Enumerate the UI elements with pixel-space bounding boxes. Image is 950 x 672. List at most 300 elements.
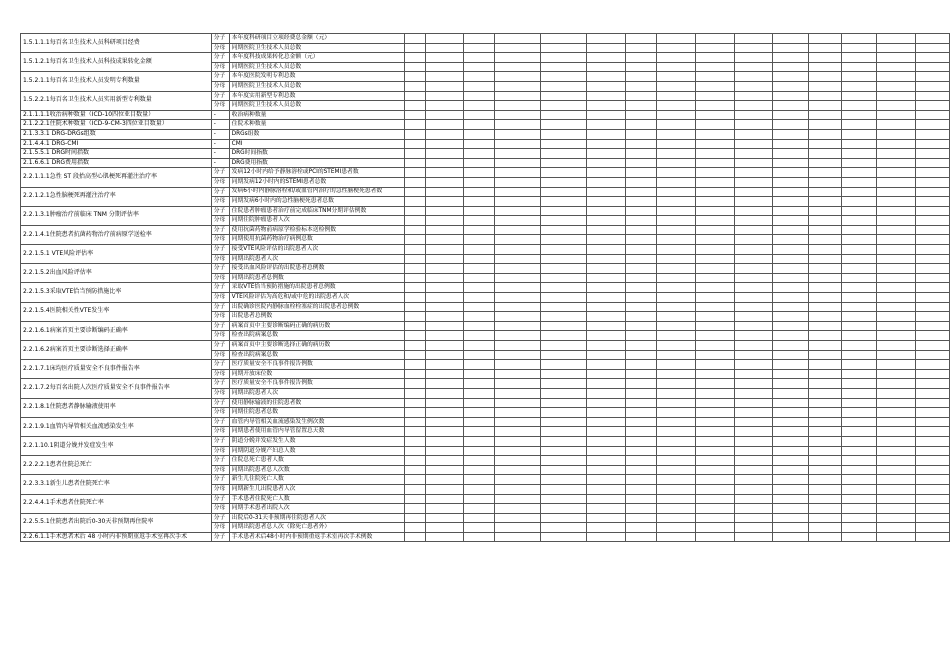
value-cell[interactable] [463,72,494,82]
value-cell[interactable] [915,62,949,72]
value-cell[interactable] [540,168,587,178]
value-cell[interactable] [876,283,915,293]
value-cell[interactable] [842,475,876,485]
value-cell[interactable] [842,494,876,504]
value-cell[interactable] [915,72,949,82]
value-cell[interactable] [695,302,734,312]
value-cell[interactable] [656,513,695,523]
value-cell[interactable] [587,187,625,197]
value-cell[interactable] [656,494,695,504]
value-cell[interactable] [842,398,876,408]
value-cell[interactable] [540,465,587,475]
value-cell[interactable] [425,465,463,475]
value-cell[interactable] [876,532,915,542]
value-cell[interactable] [587,436,625,446]
value-cell[interactable] [425,331,463,341]
value-cell[interactable] [425,197,463,207]
value-cell[interactable] [495,273,541,283]
value-cell[interactable] [842,523,876,533]
value-cell[interactable] [495,465,541,475]
value-cell[interactable] [695,120,734,130]
value-cell[interactable] [809,245,842,255]
value-cell[interactable] [625,331,656,341]
value-cell[interactable] [425,158,463,168]
value-cell[interactable] [656,321,695,331]
value-cell[interactable] [772,149,808,159]
value-cell[interactable] [809,206,842,216]
value-cell[interactable] [625,513,656,523]
value-cell[interactable] [915,379,949,389]
value-cell[interactable] [463,446,494,456]
value-cell[interactable] [425,34,463,44]
value-cell[interactable] [876,254,915,264]
value-cell[interactable] [425,245,463,255]
value-cell[interactable] [625,120,656,130]
value-cell[interactable] [425,321,463,331]
value-cell[interactable] [495,369,541,379]
value-cell[interactable] [876,197,915,207]
value-cell[interactable] [425,350,463,360]
value-cell[interactable] [915,436,949,446]
value-cell[interactable] [656,436,695,446]
value-cell[interactable] [772,504,808,514]
value-cell[interactable] [809,504,842,514]
value-cell[interactable] [495,81,541,91]
value-cell[interactable] [425,504,463,514]
value-cell[interactable] [404,293,425,303]
value-cell[interactable] [809,254,842,264]
value-cell[interactable] [404,417,425,427]
value-cell[interactable] [495,101,541,111]
value-cell[interactable] [625,341,656,351]
value-cell[interactable] [425,91,463,101]
value-cell[interactable] [842,312,876,322]
value-cell[interactable] [772,120,808,130]
value-cell[interactable] [915,101,949,111]
value-cell[interactable] [425,235,463,245]
value-cell[interactable] [495,91,541,101]
value-cell[interactable] [734,369,772,379]
value-cell[interactable] [772,513,808,523]
value-cell[interactable] [540,408,587,418]
value-cell[interactable] [404,245,425,255]
value-cell[interactable] [772,456,808,466]
value-cell[interactable] [772,465,808,475]
value-cell[interactable] [695,273,734,283]
value-cell[interactable] [463,81,494,91]
value-cell[interactable] [876,293,915,303]
value-cell[interactable] [656,465,695,475]
value-cell[interactable] [734,34,772,44]
value-cell[interactable] [656,475,695,485]
value-cell[interactable] [809,235,842,245]
value-cell[interactable] [772,158,808,168]
value-cell[interactable] [495,43,541,53]
value-cell[interactable] [772,494,808,504]
value-cell[interactable] [463,254,494,264]
value-cell[interactable] [625,264,656,274]
value-cell[interactable] [809,149,842,159]
value-cell[interactable] [495,110,541,120]
value-cell[interactable] [695,101,734,111]
value-cell[interactable] [695,484,734,494]
value-cell[interactable] [404,206,425,216]
value-cell[interactable] [656,206,695,216]
value-cell[interactable] [842,302,876,312]
value-cell[interactable] [656,91,695,101]
value-cell[interactable] [772,53,808,63]
value-cell[interactable] [695,91,734,101]
value-cell[interactable] [625,235,656,245]
value-cell[interactable] [495,302,541,312]
value-cell[interactable] [876,436,915,446]
value-cell[interactable] [463,360,494,370]
value-cell[interactable] [656,110,695,120]
value-cell[interactable] [809,197,842,207]
value-cell[interactable] [587,158,625,168]
value-cell[interactable] [463,101,494,111]
value-cell[interactable] [734,408,772,418]
value-cell[interactable] [425,53,463,63]
value-cell[interactable] [876,62,915,72]
value-cell[interactable] [656,168,695,178]
value-cell[interactable] [404,101,425,111]
value-cell[interactable] [625,475,656,485]
value-cell[interactable] [495,187,541,197]
value-cell[interactable] [734,72,772,82]
value-cell[interactable] [695,235,734,245]
value-cell[interactable] [425,446,463,456]
value-cell[interactable] [540,475,587,485]
value-cell[interactable] [463,417,494,427]
value-cell[interactable] [772,388,808,398]
value-cell[interactable] [463,465,494,475]
value-cell[interactable] [404,331,425,341]
value-cell[interactable] [809,513,842,523]
value-cell[interactable] [809,456,842,466]
value-cell[interactable] [876,369,915,379]
value-cell[interactable] [463,475,494,485]
value-cell[interactable] [540,216,587,226]
value-cell[interactable] [772,427,808,437]
value-cell[interactable] [425,360,463,370]
value-cell[interactable] [734,235,772,245]
value-cell[interactable] [587,475,625,485]
value-cell[interactable] [587,216,625,226]
value-cell[interactable] [809,72,842,82]
value-cell[interactable] [625,245,656,255]
value-cell[interactable] [656,273,695,283]
value-cell[interactable] [876,331,915,341]
value-cell[interactable] [540,245,587,255]
value-cell[interactable] [425,273,463,283]
value-cell[interactable] [842,187,876,197]
value-cell[interactable] [695,293,734,303]
value-cell[interactable] [463,216,494,226]
value-cell[interactable] [425,149,463,159]
value-cell[interactable] [540,225,587,235]
value-cell[interactable] [734,206,772,216]
value-cell[interactable] [625,360,656,370]
value-cell[interactable] [772,523,808,533]
value-cell[interactable] [587,369,625,379]
value-cell[interactable] [915,206,949,216]
value-cell[interactable] [463,341,494,351]
value-cell[interactable] [915,475,949,485]
value-cell[interactable] [842,504,876,514]
value-cell[interactable] [463,91,494,101]
value-cell[interactable] [404,168,425,178]
value-cell[interactable] [915,91,949,101]
value-cell[interactable] [656,302,695,312]
value-cell[interactable] [540,158,587,168]
value-cell[interactable] [540,312,587,322]
value-cell[interactable] [809,523,842,533]
value-cell[interactable] [734,446,772,456]
value-cell[interactable] [425,427,463,437]
value-cell[interactable] [425,379,463,389]
value-cell[interactable] [625,388,656,398]
value-cell[interactable] [656,446,695,456]
value-cell[interactable] [915,350,949,360]
value-cell[interactable] [809,408,842,418]
value-cell[interactable] [540,254,587,264]
value-cell[interactable] [463,456,494,466]
value-cell[interactable] [876,475,915,485]
value-cell[interactable] [809,110,842,120]
value-cell[interactable] [772,72,808,82]
value-cell[interactable] [656,532,695,542]
value-cell[interactable] [876,72,915,82]
value-cell[interactable] [842,427,876,437]
value-cell[interactable] [425,206,463,216]
value-cell[interactable] [540,177,587,187]
value-cell[interactable] [842,245,876,255]
value-cell[interactable] [876,168,915,178]
value-cell[interactable] [587,254,625,264]
value-cell[interactable] [463,388,494,398]
value-cell[interactable] [540,388,587,398]
value-cell[interactable] [625,427,656,437]
value-cell[interactable] [876,187,915,197]
value-cell[interactable] [625,293,656,303]
value-cell[interactable] [734,101,772,111]
value-cell[interactable] [625,81,656,91]
value-cell[interactable] [587,120,625,130]
value-cell[interactable] [842,293,876,303]
value-cell[interactable] [876,427,915,437]
value-cell[interactable] [495,504,541,514]
value-cell[interactable] [695,177,734,187]
value-cell[interactable] [772,312,808,322]
value-cell[interactable] [842,34,876,44]
value-cell[interactable] [495,494,541,504]
value-cell[interactable] [625,446,656,456]
value-cell[interactable] [842,216,876,226]
value-cell[interactable] [625,504,656,514]
value-cell[interactable] [540,187,587,197]
value-cell[interactable] [695,331,734,341]
value-cell[interactable] [915,302,949,312]
value-cell[interactable] [772,235,808,245]
value-cell[interactable] [495,312,541,322]
value-cell[interactable] [495,158,541,168]
value-cell[interactable] [876,341,915,351]
value-cell[interactable] [734,475,772,485]
value-cell[interactable] [695,216,734,226]
value-cell[interactable] [734,513,772,523]
value-cell[interactable] [625,72,656,82]
value-cell[interactable] [656,72,695,82]
value-cell[interactable] [625,398,656,408]
value-cell[interactable] [540,283,587,293]
value-cell[interactable] [734,120,772,130]
value-cell[interactable] [695,436,734,446]
value-cell[interactable] [587,504,625,514]
value-cell[interactable] [695,350,734,360]
value-cell[interactable] [495,513,541,523]
value-cell[interactable] [734,484,772,494]
value-cell[interactable] [404,436,425,446]
value-cell[interactable] [540,120,587,130]
value-cell[interactable] [734,216,772,226]
value-cell[interactable] [656,341,695,351]
value-cell[interactable] [809,43,842,53]
value-cell[interactable] [772,254,808,264]
value-cell[interactable] [540,293,587,303]
value-cell[interactable] [404,312,425,322]
value-cell[interactable] [404,504,425,514]
value-cell[interactable] [772,62,808,72]
value-cell[interactable] [404,81,425,91]
value-cell[interactable] [425,187,463,197]
value-cell[interactable] [809,101,842,111]
value-cell[interactable] [695,264,734,274]
value-cell[interactable] [695,53,734,63]
value-cell[interactable] [404,264,425,274]
value-cell[interactable] [425,408,463,418]
value-cell[interactable] [656,254,695,264]
value-cell[interactable] [695,283,734,293]
value-cell[interactable] [587,532,625,542]
value-cell[interactable] [695,168,734,178]
value-cell[interactable] [656,129,695,139]
value-cell[interactable] [876,360,915,370]
value-cell[interactable] [809,465,842,475]
value-cell[interactable] [495,168,541,178]
value-cell[interactable] [876,321,915,331]
value-cell[interactable] [540,494,587,504]
value-cell[interactable] [495,417,541,427]
value-cell[interactable] [876,388,915,398]
value-cell[interactable] [656,264,695,274]
value-cell[interactable] [915,388,949,398]
value-cell[interactable] [495,283,541,293]
value-cell[interactable] [734,273,772,283]
value-cell[interactable] [876,245,915,255]
value-cell[interactable] [656,187,695,197]
value-cell[interactable] [842,53,876,63]
value-cell[interactable] [404,139,425,149]
value-cell[interactable] [809,494,842,504]
value-cell[interactable] [876,484,915,494]
value-cell[interactable] [587,398,625,408]
value-cell[interactable] [425,168,463,178]
value-cell[interactable] [772,264,808,274]
value-cell[interactable] [625,91,656,101]
value-cell[interactable] [587,408,625,418]
value-cell[interactable] [915,225,949,235]
value-cell[interactable] [425,494,463,504]
value-cell[interactable] [842,341,876,351]
value-cell[interactable] [842,91,876,101]
value-cell[interactable] [404,187,425,197]
value-cell[interactable] [463,225,494,235]
value-cell[interactable] [734,110,772,120]
value-cell[interactable] [656,158,695,168]
value-cell[interactable] [876,34,915,44]
value-cell[interactable] [495,197,541,207]
value-cell[interactable] [587,494,625,504]
value-cell[interactable] [625,283,656,293]
value-cell[interactable] [809,388,842,398]
value-cell[interactable] [809,436,842,446]
value-cell[interactable] [404,513,425,523]
value-cell[interactable] [540,436,587,446]
value-cell[interactable] [656,101,695,111]
value-cell[interactable] [425,120,463,130]
value-cell[interactable] [587,379,625,389]
value-cell[interactable] [809,331,842,341]
value-cell[interactable] [656,484,695,494]
value-cell[interactable] [876,408,915,418]
value-cell[interactable] [915,504,949,514]
value-cell[interactable] [734,245,772,255]
value-cell[interactable] [587,341,625,351]
value-cell[interactable] [915,408,949,418]
value-cell[interactable] [587,264,625,274]
value-cell[interactable] [842,484,876,494]
value-cell[interactable] [915,168,949,178]
value-cell[interactable] [915,360,949,370]
value-cell[interactable] [695,504,734,514]
value-cell[interactable] [876,101,915,111]
value-cell[interactable] [842,388,876,398]
value-cell[interactable] [915,149,949,159]
value-cell[interactable] [876,206,915,216]
value-cell[interactable] [404,149,425,159]
value-cell[interactable] [540,273,587,283]
value-cell[interactable] [587,360,625,370]
value-cell[interactable] [425,436,463,446]
value-cell[interactable] [809,532,842,542]
value-cell[interactable] [540,110,587,120]
value-cell[interactable] [734,436,772,446]
value-cell[interactable] [734,129,772,139]
value-cell[interactable] [656,360,695,370]
value-cell[interactable] [695,129,734,139]
value-cell[interactable] [625,494,656,504]
value-cell[interactable] [772,197,808,207]
value-cell[interactable] [463,379,494,389]
value-cell[interactable] [495,408,541,418]
value-cell[interactable] [625,369,656,379]
value-cell[interactable] [540,523,587,533]
value-cell[interactable] [587,235,625,245]
value-cell[interactable] [876,379,915,389]
value-cell[interactable] [809,168,842,178]
value-cell[interactable] [463,149,494,159]
